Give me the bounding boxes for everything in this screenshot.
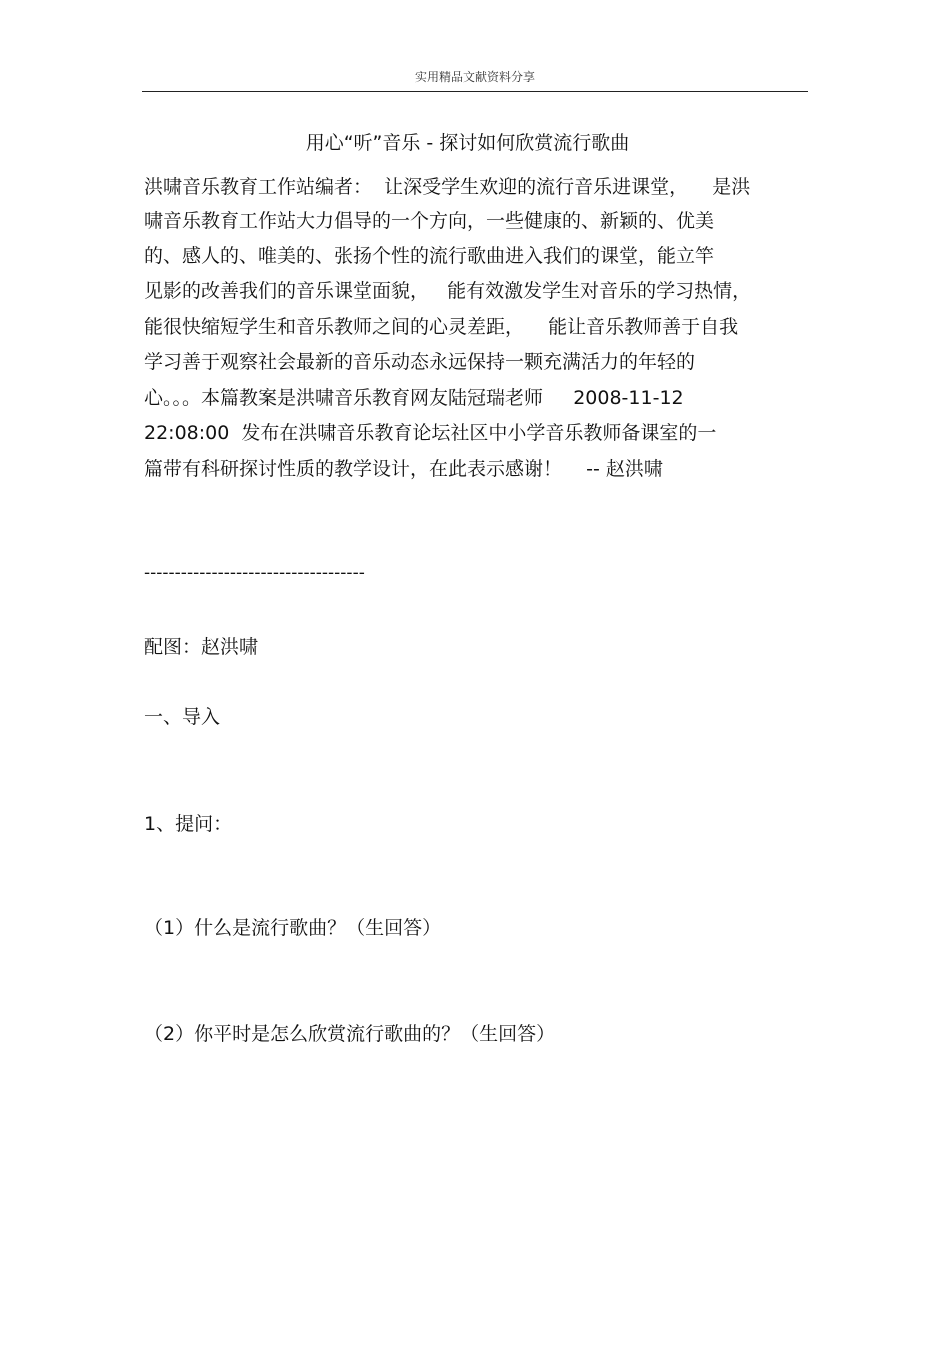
- question-heading: 1、提问：: [144, 813, 233, 835]
- intro-line: 洪啸音乐教育工作站编者： 让深受学生欢迎的流行音乐进课堂， 是洪: [144, 176, 751, 198]
- intro-line: 的、感人的、唯美的、张扬个性的流行歌曲进入我们的课堂，能立竿: [144, 245, 715, 267]
- question-item: （1）什么是流行歌曲？（生回答）: [144, 917, 442, 939]
- section-heading: 一、导入: [144, 706, 221, 728]
- page-header: 实用精品文献资料分享: [414, 70, 535, 84]
- intro-line: 心。。。本篇教案是洪啸音乐教育网友陆冠瑞老师 2008-11-12: [144, 387, 684, 409]
- intro-line: 见影的改善我们的音乐课堂面貌， 能有效激发学生对音乐的学习热情，: [144, 280, 752, 302]
- intro-line: 学习善于观察社会最新的音乐动态永远保持一颗充满活力的年轻的: [144, 351, 696, 373]
- intro-line: 能很快缩短学生和音乐教师之间的心灵差距， 能让音乐教师善于自我: [144, 316, 739, 338]
- document-title: 用心“听”音乐 - 探讨如何欣赏流行歌曲: [305, 132, 630, 154]
- header-divider: [142, 91, 808, 92]
- separator-line: ------------------------------------: [144, 563, 365, 583]
- question-item: （2）你平时是怎么欣赏流行歌曲的？（生回答）: [144, 1023, 556, 1045]
- intro-line: 篇带有科研探讨性质的教学设计，在此表示感谢！ -- 赵洪啸: [144, 458, 663, 480]
- intro-line: 22:08:00 发布在洪啸音乐教育论坛社区中小学音乐教师备课室的一: [144, 422, 717, 444]
- illustration-credit: 配图：赵洪啸: [144, 636, 259, 658]
- intro-line: 啸音乐教育工作站大力倡导的一个方向，一些健康的、新颖的、优美: [144, 210, 715, 232]
